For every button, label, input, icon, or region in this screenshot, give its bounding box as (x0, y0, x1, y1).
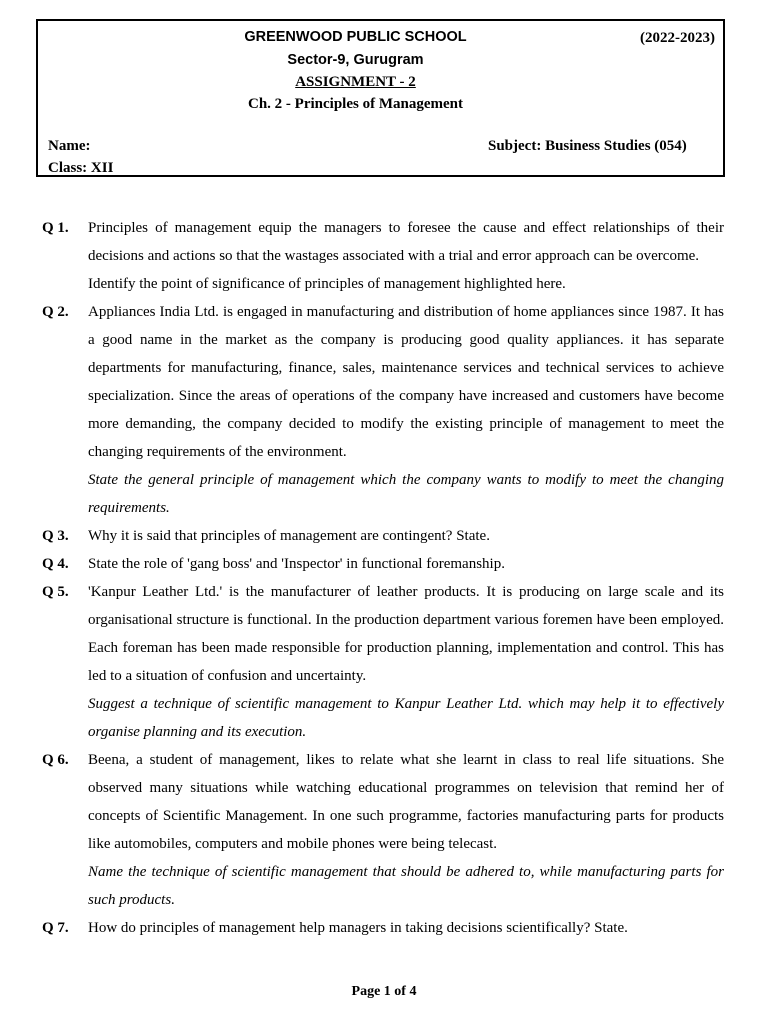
question-number: Q 4. (42, 556, 69, 572)
question-text: Principles of management equip the managers to foresee the cause and effect relationships of their decisions and actions so that the wastages associated with a trial and error approach can be overcome. (88, 220, 724, 264)
question-text: Appliances India Ltd. is engaged in manufacturing and distribution of home appliances since 1987. It has a good name in the market as the company is producing good quality appliances. it has separate departments for manufacturing, finance, sales, maintenance services and technical services to achieve specialization. Since the areas of operations of the company have increased and customers have become more demanding, the company decided to modify the existing principle of management to meet the changing requirements of the environment. (88, 304, 724, 460)
question-text: Why it is said that principles of management are contingent? State. (88, 528, 490, 544)
question-number: Q 3. (42, 528, 69, 544)
question-text: How do principles of management help managers in taking decisions scientifically? State. (88, 920, 628, 936)
academic-year: (2022-2023) (640, 30, 715, 46)
class-label: Class: XII (48, 160, 114, 176)
question-number: Q 6. (42, 752, 69, 768)
chapter-title: Ch. 2 - Principles of Management (248, 96, 463, 112)
question-ask: Name the technique of scientific management that should be adhered to, while manufacturing parts for such products. (88, 864, 724, 908)
school-location: Sector-9, Gurugram (287, 52, 424, 68)
question-text: State the role of 'gang boss' and 'Inspector' in functional foremanship. (88, 556, 505, 572)
school-name: GREENWOOD PUBLIC SCHOOL (244, 29, 467, 45)
question-7 (42, 914, 724, 942)
question-ask: State the general principle of management which the company wants to modify to meet the changing requirements. (88, 472, 724, 516)
question-5 (42, 578, 724, 746)
question-number: Q 7. (42, 920, 69, 936)
header-box (36, 19, 725, 177)
subject-label: Subject: Business Studies (054) (488, 138, 687, 154)
assignment-title: ASSIGNMENT - 2 (295, 74, 416, 90)
name-label: Name: (48, 138, 91, 154)
question-2 (42, 298, 724, 522)
question-number: Q 1. (42, 220, 69, 236)
question-ask: Suggest a technique of scientific management to Kanpur Leather Ltd. which may help it to effectively organise planning and its execution. (88, 696, 724, 740)
page-number: Page 1 of 4 (351, 984, 417, 999)
question-number: Q 5. (42, 584, 69, 600)
question-text: Beena, a student of management, likes to relate what she learnt in class to real life situations. She observed many situations while watching educational programmes on television that remind her of concepts of Scientific Management. In one such programme, factories manufacturing parts for products like automobiles, computers and mobile phones were being telecast. (88, 752, 724, 852)
question-number: Q 2. (42, 304, 69, 320)
question-list (42, 214, 724, 942)
question-1 (42, 214, 724, 298)
question-text: 'Kanpur Leather Ltd.' is the manufacturer of leather products. It is producing on large scale and its organisational structure is functional. In the production department various foremen have been employed. Each foreman has been made responsible for production planning, implementation and control. This has led to a situation of confusion and uncertainty. (88, 584, 724, 684)
question-ask: Identify the point of significance of principles of management highlighted here. (88, 276, 566, 292)
question-6 (42, 746, 724, 914)
question-4 (42, 550, 724, 578)
question-3 (42, 522, 724, 550)
